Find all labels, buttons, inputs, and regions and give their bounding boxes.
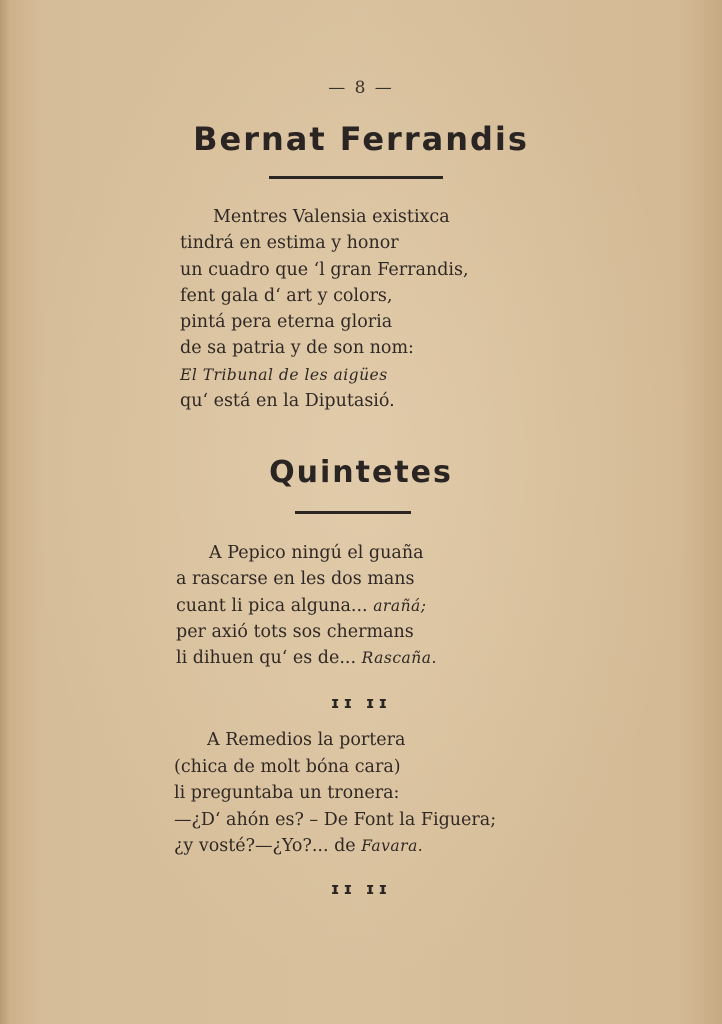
poem-word-italic: Rascaña. (361, 649, 437, 668)
poem-line-text: cuant li pica alguna... (176, 595, 374, 616)
poem-line: Mentres Valensia existixca (213, 207, 450, 227)
poem-line: fent gala d‘ art y colors, (180, 285, 393, 306)
ornament-divider: ɪɪ ɪɪ (330, 879, 392, 898)
poem-line-text: li dihuen qu‘ es de... (176, 648, 362, 669)
ornament-divider: ɪɪ ɪɪ (330, 693, 392, 712)
poem-line-italic: El Tribunal de les aigües (180, 365, 388, 384)
poem-line (176, 645, 437, 671)
poem-line: tindrá en estima y honor (180, 233, 399, 254)
quintet-pepico (176, 540, 437, 671)
section-title-bernat-ferrandis: Bernat Ferrandis (193, 120, 529, 158)
page-number: — 8 — (328, 78, 394, 98)
poem-bernat-ferrandis (180, 204, 469, 414)
quintet-remedios (174, 727, 496, 860)
title-underline (295, 511, 411, 514)
poem-line (176, 593, 437, 619)
poem-line: a rascarse en les dos mans (176, 569, 415, 590)
poem-line: li preguntaba un tronera: (174, 783, 400, 803)
poem-line: qu‘ está en la Diputasió. (180, 391, 395, 412)
poem-line: (chica de molt bóna cara) (174, 756, 401, 777)
poem-line: per axió tots sos chermans (176, 621, 414, 642)
poem-line: de sa patria y de son nom: (180, 338, 414, 359)
section-title-quintetes: Quintetes (269, 455, 453, 490)
title-underline (269, 176, 443, 179)
poem-line: —¿D‘ ahón es? – De Font la Figuera; (174, 809, 497, 830)
poem-line: pintá pera eterna gloria (180, 312, 393, 333)
poem-word-italic: arañá; (373, 596, 427, 615)
poem-line-text: ¿y vosté?—¿Yo?... de (174, 836, 362, 856)
poem-word-italic: Favara. (361, 837, 424, 855)
poem-line: un cuadro que ‘l gran Ferrandis, (180, 259, 469, 280)
poem-line (174, 833, 496, 860)
poem-line: A Pepico ningú el guaña (209, 543, 424, 563)
poem-line: A Remedios la portera (207, 730, 406, 750)
